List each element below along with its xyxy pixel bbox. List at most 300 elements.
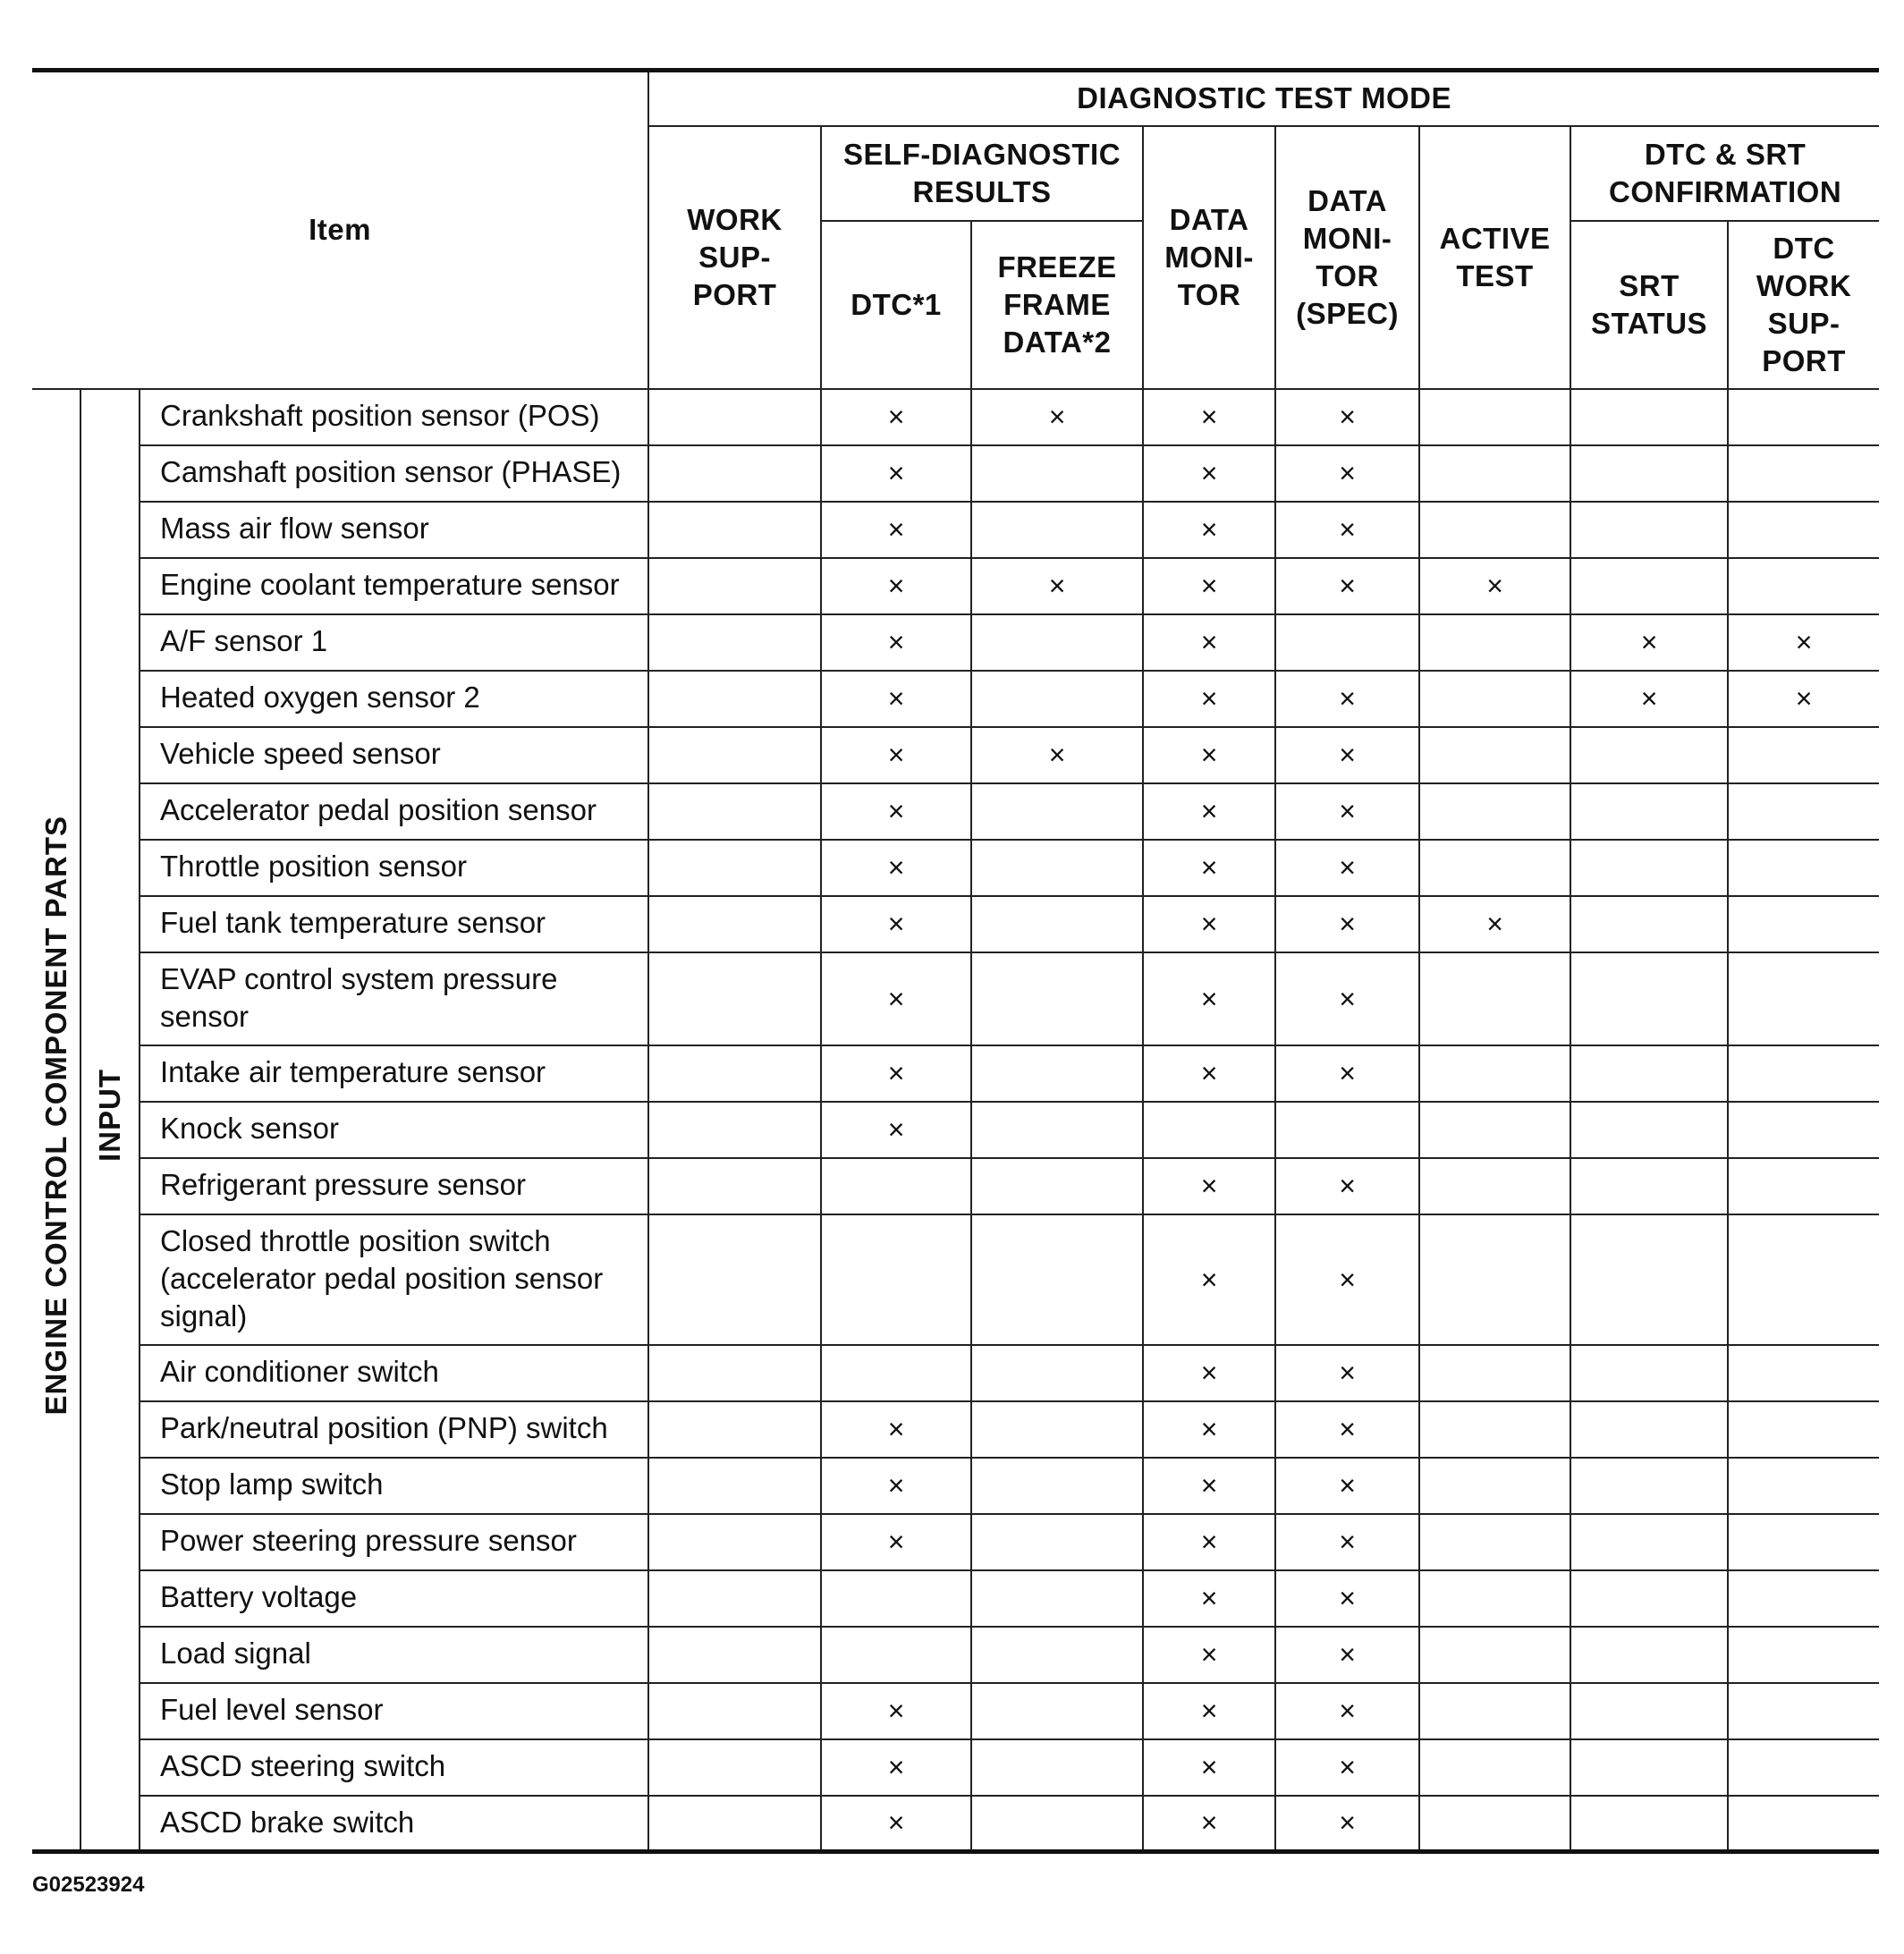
mark-cell: [1570, 1345, 1728, 1401]
mark-cell: [1570, 614, 1728, 671]
mark-cell: [971, 727, 1143, 783]
mark-cell: [1728, 1514, 1879, 1570]
item-name-cell: Heated oxygen sensor 2: [140, 671, 648, 727]
srt-status-header: [1570, 221, 1728, 389]
mark-cell: [1570, 1458, 1728, 1514]
header-line: SUP-: [1767, 306, 1841, 340]
active-test-header: [1419, 126, 1570, 389]
mark-cell: [1143, 952, 1275, 1045]
group-label-cell: [32, 389, 80, 1852]
x-mark: ×: [1200, 908, 1218, 940]
header-line: TOR: [1177, 277, 1241, 311]
mark-cell: [1143, 671, 1275, 727]
x-mark: ×: [887, 1413, 905, 1445]
mark-cell: [1143, 783, 1275, 840]
x-mark: ×: [1200, 1806, 1218, 1840]
item-name-cell: Throttle position sensor: [140, 840, 648, 896]
x-mark: ×: [1339, 1582, 1356, 1614]
mark-cell: [1143, 1739, 1275, 1796]
mark-cell: [1275, 1514, 1419, 1570]
header-line: PORT: [692, 277, 777, 311]
header-line: WORK: [687, 202, 783, 236]
item-name-cell: Mass air flow sensor: [140, 502, 648, 558]
mark-cell: [1275, 671, 1419, 727]
mark-cell: [1728, 1739, 1879, 1796]
mark-cell: [821, 1570, 971, 1627]
mark-cell: [1728, 445, 1879, 502]
table-row: [32, 952, 1879, 1045]
mark-cell: [1275, 1627, 1419, 1683]
x-mark: ×: [887, 626, 905, 658]
x-mark: ×: [887, 570, 905, 602]
mark-cell: [1275, 840, 1419, 896]
x-mark: ×: [1200, 851, 1218, 884]
x-mark: ×: [1200, 1170, 1218, 1202]
item-name-cell: Engine coolant temperature sensor: [140, 558, 648, 614]
mark-cell: [971, 389, 1143, 445]
mark-cell: [1419, 502, 1570, 558]
x-mark: ×: [1048, 739, 1066, 771]
table-row: [32, 1458, 1879, 1514]
item-name-cell: Fuel level sensor: [140, 1683, 648, 1739]
subgroup-label: INPUT: [93, 1068, 126, 1162]
item-name-cell: Crankshaft position sensor (POS): [140, 389, 648, 445]
mark-cell: [1143, 389, 1275, 445]
table-row: [32, 1102, 1879, 1158]
table-row: [32, 389, 1879, 445]
mark-cell: [1728, 783, 1879, 840]
mark-cell: [1570, 1514, 1728, 1570]
mark-cell: [1570, 671, 1728, 727]
mark-cell: [971, 1458, 1143, 1514]
item-name-cell: Refrigerant pressure sensor: [140, 1158, 648, 1214]
header-line: (SPEC): [1296, 296, 1399, 330]
mark-cell: [971, 558, 1143, 614]
mark-cell: [1419, 1102, 1570, 1158]
x-mark: ×: [887, 457, 905, 489]
mark-cell: [1570, 840, 1728, 896]
mark-cell: [1419, 445, 1570, 502]
mark-cell: [1143, 1683, 1275, 1739]
mark-cell: [648, 840, 821, 896]
mark-cell: [971, 783, 1143, 840]
table-row: [32, 445, 1879, 502]
item-name-cell: Vehicle speed sensor: [140, 727, 648, 783]
x-mark: ×: [1339, 682, 1356, 715]
header-line: CONFIRMATION: [1608, 174, 1842, 208]
table-row: [32, 1739, 1879, 1796]
item-name-cell: Camshaft position sensor (PHASE): [140, 445, 648, 502]
mark-cell: [971, 1570, 1143, 1627]
mark-cell: [1275, 1796, 1419, 1852]
mark-cell: [648, 1514, 821, 1570]
mark-cell: [821, 445, 971, 502]
mark-cell: [971, 1683, 1143, 1739]
x-mark: ×: [1339, 1526, 1356, 1558]
mark-cell: [1728, 1683, 1879, 1739]
mark-cell: [821, 1627, 971, 1683]
mark-cell: [648, 727, 821, 783]
mark-cell: [971, 1401, 1143, 1458]
header-line: DATA: [1307, 183, 1387, 217]
table-row: [32, 1570, 1879, 1627]
x-mark: ×: [1339, 1751, 1356, 1783]
header-line: FREEZE: [997, 250, 1117, 283]
mark-cell: [1419, 1739, 1570, 1796]
mark-cell: [1728, 1796, 1879, 1852]
mark-cell: [648, 1401, 821, 1458]
table-row: [32, 1158, 1879, 1214]
x-mark: ×: [1339, 513, 1356, 546]
mark-cell: [971, 445, 1143, 502]
item-name-cell: Park/neutral position (PNP) switch: [140, 1401, 648, 1458]
item-name-cell: Stop lamp switch: [140, 1458, 648, 1514]
x-mark: ×: [1339, 795, 1356, 827]
item-name-cell: Load signal: [140, 1627, 648, 1683]
x-mark: ×: [1339, 739, 1356, 771]
x-mark: ×: [1486, 908, 1503, 940]
mark-cell: [1143, 558, 1275, 614]
mark-cell: [1419, 1570, 1570, 1627]
mark-cell: [1728, 896, 1879, 952]
mark-cell: [1570, 1796, 1728, 1852]
mark-cell: [971, 1345, 1143, 1401]
x-mark: ×: [1339, 982, 1356, 1015]
x-mark: ×: [1200, 739, 1218, 771]
x-mark: ×: [1486, 570, 1503, 602]
mark-cell: [1275, 952, 1419, 1045]
mark-cell: [971, 671, 1143, 727]
mark-cell: [821, 1796, 971, 1852]
mark-cell: [1143, 727, 1275, 783]
mark-cell: [648, 1102, 821, 1158]
mark-cell: [1728, 389, 1879, 445]
mark-cell: [1728, 1345, 1879, 1401]
x-mark: ×: [1339, 1413, 1356, 1445]
mark-cell: [821, 1739, 971, 1796]
header-line: DTC: [1773, 231, 1835, 265]
mark-cell: [821, 1514, 971, 1570]
mark-cell: [821, 558, 971, 614]
mark-cell: [1275, 896, 1419, 952]
x-mark: ×: [1339, 1170, 1356, 1202]
mark-cell: [1143, 896, 1275, 952]
mark-cell: [971, 1045, 1143, 1102]
dtc-header: DTC*1: [821, 221, 971, 389]
header-line: MONI-: [1302, 221, 1392, 255]
x-mark: ×: [1795, 626, 1813, 658]
mark-cell: [648, 1796, 821, 1852]
mark-cell: [648, 1045, 821, 1102]
mark-cell: [821, 1345, 971, 1401]
mark-cell: [971, 896, 1143, 952]
header-line: DATA: [1169, 202, 1249, 236]
dtc-srt-confirmation-header: [1570, 126, 1879, 221]
mark-cell: [821, 1458, 971, 1514]
x-mark: ×: [1200, 401, 1218, 433]
mark-cell: [1570, 1158, 1728, 1214]
mark-cell: [648, 502, 821, 558]
mark-cell: [1275, 445, 1419, 502]
mark-cell: [1275, 558, 1419, 614]
mark-cell: [1570, 558, 1728, 614]
mark-cell: [821, 1158, 971, 1214]
mark-cell: [821, 1045, 971, 1102]
x-mark: ×: [1200, 1751, 1218, 1783]
mark-cell: [1570, 389, 1728, 445]
x-mark: ×: [1200, 570, 1218, 602]
table-row: [32, 1345, 1879, 1401]
x-mark: ×: [1200, 1413, 1218, 1445]
table-row: [32, 896, 1879, 952]
x-mark: ×: [1339, 1695, 1356, 1727]
mark-cell: [1728, 727, 1879, 783]
figure-id: G02523924: [32, 1873, 145, 1897]
x-mark: ×: [1339, 1469, 1356, 1501]
mark-cell: [1419, 1158, 1570, 1214]
mark-cell: [648, 1570, 821, 1627]
item-name-cell: Power steering pressure sensor: [140, 1514, 648, 1570]
x-mark: ×: [1339, 908, 1356, 940]
mark-cell: [1143, 1570, 1275, 1627]
mark-cell: [821, 1401, 971, 1458]
x-mark: ×: [1200, 626, 1218, 658]
mark-cell: [971, 1627, 1143, 1683]
x-mark: ×: [1200, 1057, 1218, 1089]
mark-cell: [648, 1345, 821, 1401]
table-row: [32, 502, 1879, 558]
mark-cell: [648, 558, 821, 614]
x-mark: ×: [1200, 1695, 1218, 1727]
mark-cell: [1419, 558, 1570, 614]
x-mark: ×: [1640, 626, 1658, 658]
diagnostic-test-mode-table: [32, 68, 1879, 1854]
mark-cell: [1570, 1045, 1728, 1102]
header-line: TEST: [1456, 258, 1534, 292]
mark-cell: [1419, 783, 1570, 840]
data-monitor-spec-header: [1275, 126, 1419, 389]
table-row: [32, 614, 1879, 671]
item-name-cell: EVAP control system pressure sensor: [140, 952, 648, 1045]
table-row: [32, 1683, 1879, 1739]
mark-cell: [1275, 1401, 1419, 1458]
mark-cell: [1275, 1345, 1419, 1401]
header-line: SUP-: [698, 240, 771, 274]
header-line: WORK: [1756, 268, 1852, 302]
mark-cell: [1419, 1214, 1570, 1345]
header-line: PORT: [1762, 343, 1846, 377]
mark-cell: [971, 840, 1143, 896]
mark-cell: [648, 952, 821, 1045]
mark-cell: [971, 1214, 1143, 1345]
item-name-cell: Knock sensor: [140, 1102, 648, 1158]
mark-cell: [1570, 783, 1728, 840]
header-line: SELF-DIAGNOSTIC: [843, 137, 1121, 171]
mark-cell: [1570, 1739, 1728, 1796]
mark-cell: [1143, 1514, 1275, 1570]
mark-cell: [971, 614, 1143, 671]
table-row: [32, 1045, 1879, 1102]
mark-cell: [1419, 1458, 1570, 1514]
x-mark: ×: [887, 739, 905, 771]
x-mark: ×: [1200, 682, 1218, 715]
mark-cell: [821, 1214, 971, 1345]
x-mark: ×: [1339, 851, 1356, 884]
item-name-cell: Intake air temperature sensor: [140, 1045, 648, 1102]
header-line: RESULTS: [912, 174, 1052, 208]
item-name-cell: Accelerator pedal position sensor: [140, 783, 648, 840]
mark-cell: [1275, 727, 1419, 783]
diagnostic-test-mode-header: DIAGNOSTIC TEST MODE: [648, 71, 1879, 126]
mark-cell: [1728, 1045, 1879, 1102]
mark-cell: [1728, 1401, 1879, 1458]
mark-cell: [1728, 671, 1879, 727]
mark-cell: [1143, 1102, 1275, 1158]
x-mark: ×: [1339, 1057, 1356, 1089]
mark-cell: [821, 1102, 971, 1158]
x-mark: ×: [1200, 982, 1218, 1015]
mark-cell: [1728, 1102, 1879, 1158]
table-row: [32, 727, 1879, 783]
subgroup-label-cell: [80, 389, 140, 1852]
x-mark: ×: [887, 851, 905, 884]
x-mark: ×: [887, 982, 905, 1015]
item-name-cell: ASCD steering switch: [140, 1739, 648, 1796]
mark-cell: [1275, 1158, 1419, 1214]
mark-cell: [1570, 1401, 1728, 1458]
x-mark: ×: [1339, 401, 1356, 433]
x-mark: ×: [887, 682, 905, 715]
mark-cell: [1143, 1401, 1275, 1458]
x-mark: ×: [1339, 1806, 1356, 1840]
mark-cell: [1728, 1458, 1879, 1514]
x-mark: ×: [1200, 1526, 1218, 1558]
item-name-cell: Air conditioner switch: [140, 1345, 648, 1401]
x-mark: ×: [1339, 1263, 1356, 1296]
data-monitor-header: [1143, 126, 1275, 389]
table-row: [32, 1514, 1879, 1570]
mark-cell: [1419, 896, 1570, 952]
dtc-work-support-header: [1728, 221, 1879, 389]
x-mark: ×: [1339, 457, 1356, 489]
x-mark: ×: [1200, 1638, 1218, 1671]
item-name-cell: Closed throttle position switch (accelerator pedal position sensor signal): [140, 1214, 648, 1345]
mark-cell: [1143, 840, 1275, 896]
x-mark: ×: [1200, 795, 1218, 827]
x-mark: ×: [887, 1469, 905, 1501]
mark-cell: [648, 1458, 821, 1514]
x-mark: ×: [1339, 1357, 1356, 1389]
x-mark: ×: [887, 1806, 905, 1840]
mark-cell: [1728, 1627, 1879, 1683]
mark-cell: [1728, 614, 1879, 671]
x-mark: ×: [887, 908, 905, 940]
group-label: ENGINE CONTROL COMPONENT PARTS: [38, 815, 72, 1415]
table-row: [32, 840, 1879, 896]
table-row: [32, 671, 1879, 727]
table-row: [32, 1796, 1879, 1852]
header-line: DATA*2: [1003, 325, 1112, 359]
x-mark: ×: [887, 1751, 905, 1783]
mark-cell: [1570, 1683, 1728, 1739]
x-mark: ×: [887, 795, 905, 827]
mark-cell: [1275, 1102, 1419, 1158]
item-name-cell: A/F sensor 1: [140, 614, 648, 671]
mark-cell: [821, 671, 971, 727]
mark-cell: [1275, 1570, 1419, 1627]
table-row: [32, 1627, 1879, 1683]
mark-cell: [821, 840, 971, 896]
item-name-cell: ASCD brake switch: [140, 1796, 648, 1852]
table-row: [32, 1214, 1879, 1345]
mark-cell: [821, 896, 971, 952]
x-mark: ×: [1200, 457, 1218, 489]
header-line: ACTIVE: [1439, 221, 1551, 255]
mark-cell: [1143, 1345, 1275, 1401]
mark-cell: [1570, 1627, 1728, 1683]
mark-cell: [1728, 558, 1879, 614]
mark-cell: [971, 502, 1143, 558]
mark-cell: [1275, 614, 1419, 671]
mark-cell: [1419, 1627, 1570, 1683]
mark-cell: [821, 1683, 971, 1739]
header-line: SRT: [1619, 268, 1680, 302]
mark-cell: [1275, 502, 1419, 558]
mark-cell: [1143, 445, 1275, 502]
mark-cell: [648, 1158, 821, 1214]
mark-cell: [648, 389, 821, 445]
header-line: MONI-: [1164, 240, 1254, 274]
mark-cell: [1143, 1045, 1275, 1102]
mark-cell: [1728, 952, 1879, 1045]
mark-cell: [1143, 1458, 1275, 1514]
mark-cell: [1728, 502, 1879, 558]
item-header: Item: [32, 71, 648, 389]
mark-cell: [1570, 1570, 1728, 1627]
mark-cell: [1570, 1102, 1728, 1158]
mark-cell: [648, 1627, 821, 1683]
header-line: STATUS: [1590, 306, 1708, 340]
mark-cell: [1419, 671, 1570, 727]
mark-cell: [1419, 1345, 1570, 1401]
table-row: [32, 1401, 1879, 1458]
mark-cell: [1419, 840, 1570, 896]
x-mark: ×: [887, 1695, 905, 1727]
mark-cell: [1143, 614, 1275, 671]
mark-cell: [1419, 1514, 1570, 1570]
mark-cell: [648, 783, 821, 840]
mark-cell: [971, 1102, 1143, 1158]
mark-cell: [1143, 502, 1275, 558]
item-name-cell: Battery voltage: [140, 1570, 648, 1627]
mark-cell: [1728, 1214, 1879, 1345]
mark-cell: [1143, 1158, 1275, 1214]
x-mark: ×: [1200, 1582, 1218, 1614]
table-row: [32, 558, 1879, 614]
mark-cell: [648, 896, 821, 952]
item-name-cell: Fuel tank temperature sensor: [140, 896, 648, 952]
mark-cell: [1275, 1458, 1419, 1514]
x-mark: ×: [1339, 1638, 1356, 1671]
mark-cell: [1570, 445, 1728, 502]
mark-cell: [971, 952, 1143, 1045]
mark-cell: [971, 1739, 1143, 1796]
table-body: [32, 389, 1879, 1852]
mark-cell: [1419, 1796, 1570, 1852]
mark-cell: [648, 445, 821, 502]
mark-cell: [971, 1158, 1143, 1214]
mark-cell: [648, 1214, 821, 1345]
